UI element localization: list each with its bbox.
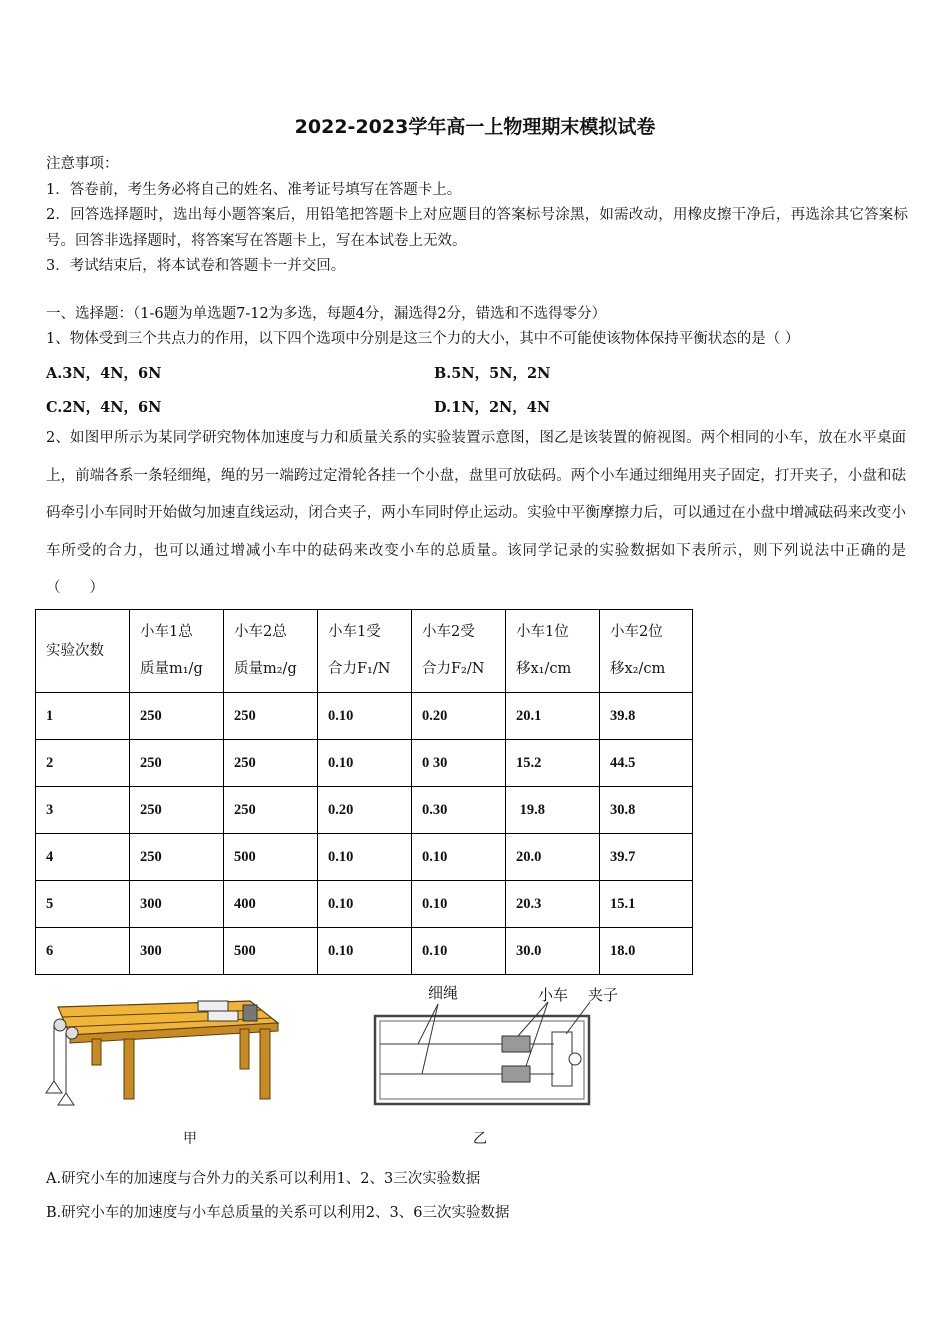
figure-caption-yi: 乙 bbox=[473, 1131, 487, 1147]
table-cell: 39.8 bbox=[600, 693, 693, 740]
notes-item-2: 2．回答选择题时，选出每小题答案后，用铅笔把答题卡上对应题目的答案标号涂黑，如需改动，用橡皮擦干净后，再选涂其它答案标号。回答非选择题时，将答案写在答题卡上，写在本试卷上无效。 bbox=[46, 207, 908, 249]
pulley bbox=[66, 1027, 78, 1039]
page-title: 2022-2023学年高一上物理期末模拟试卷 bbox=[294, 116, 656, 138]
table-cell: 6 bbox=[36, 928, 130, 975]
cart-bottom bbox=[502, 1066, 530, 1082]
table-cell: 0.10 bbox=[412, 834, 506, 881]
header-cell: 小车2总 质量m₂/g bbox=[224, 610, 318, 693]
table-cell: 400 bbox=[224, 881, 318, 928]
q1-option-b: B.5N，5N，2N bbox=[434, 365, 551, 382]
cart-top bbox=[502, 1036, 530, 1052]
q2-stem: 2、如图甲所示为某同学研究物体加速度与力和质量关系的实验装置示意图，图乙是该装置的俯视图。两个相同的小车，放在水平桌面上，前端各系一条轻细绳，绳的另一端跨过定滑轮各挂一个小盘，盘里可放砝码。两个小车通过细绳用夹子固定，打开夹子，小盘和砝码牵引小车同时开始做匀加速直线运动，闭合夹子，两小车同时停止运动。实验中平衡摩擦力后，可以通过在小盘中增减砝码来改变小车所受的合力，也可以通过增减小车中的砝码来改变小车的总质量。该同学记录的实验数据如下表所示，则下列说法中正确的是（ ） bbox=[46, 430, 906, 596]
table-cell: 0.10 bbox=[412, 928, 506, 975]
table-row bbox=[36, 693, 693, 740]
table-cell: 500 bbox=[224, 928, 318, 975]
table-cell: 0 30 bbox=[412, 740, 506, 787]
label-rope: 细绳 bbox=[428, 984, 459, 1002]
table-cell: 2 bbox=[36, 740, 130, 787]
table-cell: 0.20 bbox=[318, 787, 412, 834]
table-leg bbox=[260, 1029, 270, 1099]
q1-option-c: C.2N，4N，6N bbox=[46, 399, 162, 416]
table-cell: 4 bbox=[36, 834, 130, 881]
table-cell: 250 bbox=[224, 693, 318, 740]
clip-screw bbox=[569, 1053, 581, 1065]
table-cell: 300 bbox=[130, 928, 224, 975]
table-cell: 250 bbox=[130, 693, 224, 740]
table-cell: 250 bbox=[130, 787, 224, 834]
q1-option-a: A.3N，4N，6N bbox=[46, 365, 162, 382]
table-cell: 20.1 bbox=[506, 693, 600, 740]
header-cell: 小车1受 合力F₁/N bbox=[318, 610, 412, 693]
table-cell: 15.1 bbox=[600, 881, 693, 928]
table-cell: 44.5 bbox=[600, 740, 693, 787]
table-cell: 39.7 bbox=[600, 834, 693, 881]
table-cell: 19.8 bbox=[506, 787, 600, 834]
table-cell: 20.0 bbox=[506, 834, 600, 881]
q1-stem: 1、物体受到三个共点力的作用，以下四个选项中分别是这三个力的大小，其中不可能使该物体保持平衡状态的是（ ） bbox=[46, 331, 800, 347]
header-cell: 小车2位 移x₂/cm bbox=[600, 610, 693, 693]
table-row bbox=[36, 787, 693, 834]
header-cell: 小车1总 质量m₁/g bbox=[130, 610, 224, 693]
table-cell: 18.0 bbox=[600, 928, 693, 975]
table-row bbox=[36, 834, 693, 881]
apparatus-figure-yi bbox=[370, 1000, 595, 1110]
table-cell: 30.8 bbox=[600, 787, 693, 834]
table-cell: 250 bbox=[130, 740, 224, 787]
table-header-row bbox=[36, 610, 693, 693]
notes-item-3: 3．考试结束后，将本试卷和答题卡一并交回。 bbox=[46, 258, 346, 274]
table-row bbox=[36, 740, 693, 787]
table-cell: 15.2 bbox=[506, 740, 600, 787]
figure-caption-jia: 甲 bbox=[183, 1131, 197, 1147]
cart-1 bbox=[198, 1001, 228, 1011]
q2-option-a: A.研究小车的加速度与合外力的关系可以利用1、2、3三次实验数据 bbox=[46, 1171, 481, 1187]
apparatus-figure-jia bbox=[40, 995, 295, 1115]
table-leg bbox=[124, 1039, 134, 1099]
clip bbox=[243, 1005, 257, 1021]
table-cell: 5 bbox=[36, 881, 130, 928]
table-cell: 1 bbox=[36, 693, 130, 740]
table-cell: 0.10 bbox=[318, 834, 412, 881]
experiment-table bbox=[35, 609, 693, 975]
q1-option-d: D.1N，2N，4N bbox=[434, 399, 551, 416]
pan-2 bbox=[58, 1093, 74, 1105]
notes-item-1: 1．答卷前，考生务必将自己的姓名、准考证号填写在答题卡上。 bbox=[46, 182, 462, 198]
table-cell: 20.3 bbox=[506, 881, 600, 928]
table-cell: 250 bbox=[224, 787, 318, 834]
table-cell: 0.30 bbox=[412, 787, 506, 834]
q2-option-b: B.研究小车的加速度与小车总质量的关系可以利用2、3、6三次实验数据 bbox=[46, 1205, 510, 1221]
table-cell: 3 bbox=[36, 787, 130, 834]
header-cell: 小车1位 移x₁/cm bbox=[506, 610, 600, 693]
table-cell: 250 bbox=[224, 740, 318, 787]
pulley bbox=[54, 1019, 66, 1031]
table-leg bbox=[240, 1029, 249, 1069]
table-row bbox=[36, 881, 693, 928]
leader-cart bbox=[518, 1002, 548, 1036]
notes-heading: 注意事项： bbox=[46, 156, 119, 172]
table-cell: 0.10 bbox=[318, 740, 412, 787]
leader-rope bbox=[422, 1004, 438, 1074]
table-cell: 0.10 bbox=[318, 928, 412, 975]
leader-rope bbox=[418, 1004, 438, 1044]
section-heading: 一、选择题：（1-6题为单选题7-12为多选，每题4分，漏选得2分，错选和不选得零分） bbox=[46, 306, 607, 322]
table-cell: 500 bbox=[224, 834, 318, 881]
table-cell: 0.10 bbox=[318, 693, 412, 740]
table-cell: 0.10 bbox=[412, 881, 506, 928]
table-cell: 250 bbox=[130, 834, 224, 881]
table-cell: 0.10 bbox=[318, 881, 412, 928]
cart-2 bbox=[208, 1011, 238, 1021]
header-cell: 实验次数 bbox=[36, 610, 130, 693]
header-cell: 小车2受 合力F₂/N bbox=[412, 610, 506, 693]
label-cart: 小车 bbox=[538, 986, 569, 1004]
table-cell: 0.20 bbox=[412, 693, 506, 740]
table-cell: 300 bbox=[130, 881, 224, 928]
leader-clip bbox=[566, 1002, 590, 1034]
leader-cart bbox=[526, 1002, 548, 1066]
pan-1 bbox=[46, 1081, 62, 1093]
label-clip: 夹子 bbox=[588, 986, 619, 1004]
table-row bbox=[36, 928, 693, 975]
table-leg bbox=[92, 1039, 101, 1065]
table-cell: 30.0 bbox=[506, 928, 600, 975]
